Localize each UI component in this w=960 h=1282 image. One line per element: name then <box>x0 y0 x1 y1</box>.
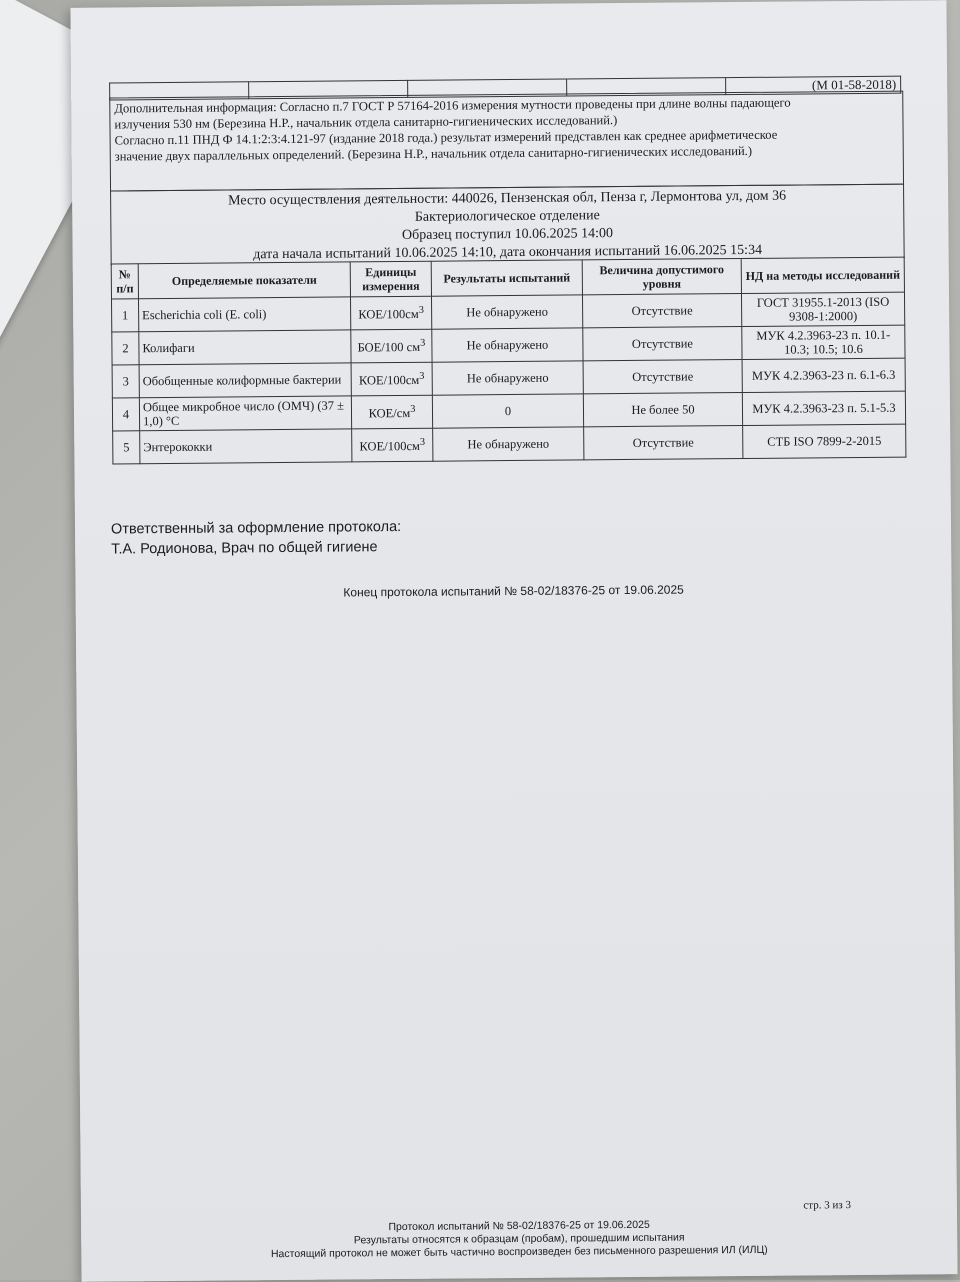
unit-exponent: 3 <box>419 437 426 449</box>
unit-text: БОЕ/100 см <box>357 340 421 355</box>
row-unit <box>351 329 432 363</box>
row-unit <box>351 362 432 396</box>
activity-address: Место осуществления деятельности: 440026, Пензенская обл, Пенза г, Лермонтова ул, дом 36 <box>228 188 787 209</box>
row-num: 3 <box>112 365 139 398</box>
table-row <box>113 424 906 464</box>
row-indicator: Обобщенные колиформные бактерии <box>139 363 351 398</box>
sample-received: Образец поступил 10.06.2025 14:00 <box>401 226 614 243</box>
row-result: 0 <box>432 394 583 428</box>
test-dates: дата начала испытаний 10.06.2025 14:10, дата окончания испытаний 16.06.2025 15:34 <box>253 242 763 263</box>
info-line: Дополнительная информация: Согласно п.7 ГОСТ Р 57164-2016 измерения мутности проведены при длине волны падающего <box>114 95 791 116</box>
row-num: 5 <box>113 431 140 464</box>
row-method: СТБ ISO 7899-2-2015 <box>743 424 906 458</box>
info-line: значение двух параллельных определений. (Березина Н.Р., начальник отдела санитарно-гигиенических исследований.) <box>114 143 753 164</box>
row-method: ГОСТ 31955.1-2013 (ISO 9308-1:2000) <box>741 292 904 326</box>
row-result: Не обнаружено <box>433 427 584 461</box>
row-result: Не обнаружено <box>432 361 583 395</box>
unit-exponent: 3 <box>410 404 416 416</box>
row-unit <box>350 296 431 330</box>
col-header-method: НД на методы исследований <box>741 257 904 293</box>
page-footer <box>81 1216 957 1263</box>
col-header-result: Результаты испытаний <box>431 260 582 296</box>
method-code: (М 01-58-2018) <box>726 76 901 95</box>
row-num: 1 <box>112 299 139 332</box>
row-num: 2 <box>112 332 139 365</box>
row-allowed: Отсутствие <box>584 425 743 459</box>
footer-line: Протокол испытаний № 58-02/18376-25 от 19.06.2025 <box>388 1218 650 1234</box>
footer-line: Результаты относятся к образцам (пробам), прошедшим испытания <box>353 1231 685 1247</box>
row-allowed: Отсутствие <box>583 359 742 393</box>
activity-place-box <box>110 184 905 266</box>
row-indicator: Общее микробное число (ОМЧ) (37 ± 1,0) °С <box>139 396 351 431</box>
row-method: МУК 4.2.3963-23 п. 5.1-5.3 <box>742 391 905 425</box>
row-unit <box>352 428 433 462</box>
row-allowed: Отсутствие <box>582 294 741 328</box>
responsible-label: Ответственный за оформление протокола: <box>110 518 402 538</box>
info-line: Согласно п.11 ПНД Ф 14.1:2:3:4.121-97 (издание 2018 года.) результат измерений представлен как среднее арифметическое <box>114 127 778 148</box>
unit-text: КОЕ/100см <box>358 373 420 388</box>
row-indicator: Энтерококки <box>140 429 352 464</box>
row-method: МУК 4.2.3963-23 п. 10.1-10.3; 10.5; 10.6 <box>742 325 905 359</box>
row-unit <box>351 395 432 429</box>
row-result: Не обнаружено <box>431 295 582 329</box>
row-indicator: Escherichia coli (E. coli) <box>138 297 350 332</box>
unit-exponent: 3 <box>420 338 426 350</box>
unit-exponent: 3 <box>418 305 424 317</box>
row-allowed: Не более 50 <box>583 392 742 426</box>
footer-line: Настоящий протокол не может быть частично воспроизведен без письменного разрешения ИЛ (ИЛЦ) <box>270 1243 768 1261</box>
unit-text: КОЕ/100см <box>359 439 420 454</box>
additional-info-box <box>109 91 904 192</box>
department-name: Бактериологическое отделение <box>414 208 600 225</box>
row-indicator: Колифаги <box>139 330 351 365</box>
protocol-page <box>70 0 957 1282</box>
row-allowed: Отсутствие <box>583 327 742 361</box>
col-header-allowed: Величина допустимого уровня <box>582 259 741 295</box>
row-num: 4 <box>112 398 139 431</box>
row-method: МУК 4.2.3963-23 п. 6.1-6.3 <box>742 358 905 392</box>
col-header-num: № п/п <box>111 264 138 299</box>
under-sheet-fragment <box>0 0 4 1</box>
responsible-block <box>111 517 401 560</box>
unit-text: КОЕ/см <box>368 406 411 421</box>
page-number: стр. 3 из 3 <box>803 1199 851 1212</box>
row-result: Не обнаружено <box>432 328 583 362</box>
responsible-name: Т.А. Родионова, Врач по общей гигиене <box>111 539 378 558</box>
protocol-end-text: Конец протокола испытаний № 58-02/18376-25 от 19.06.2025 <box>343 582 684 600</box>
col-header-indicator: Определяемые показатели <box>138 262 350 299</box>
unit-text: КОЕ/100см <box>358 307 419 322</box>
unit-exponent: 3 <box>419 371 425 383</box>
col-header-units: Единицы измерения <box>350 261 431 297</box>
results-table <box>111 257 907 465</box>
info-line: излучения 530 нм (Березина Н.Р., начальник отдела санитарно-гигиенических исследований.) <box>114 113 618 132</box>
